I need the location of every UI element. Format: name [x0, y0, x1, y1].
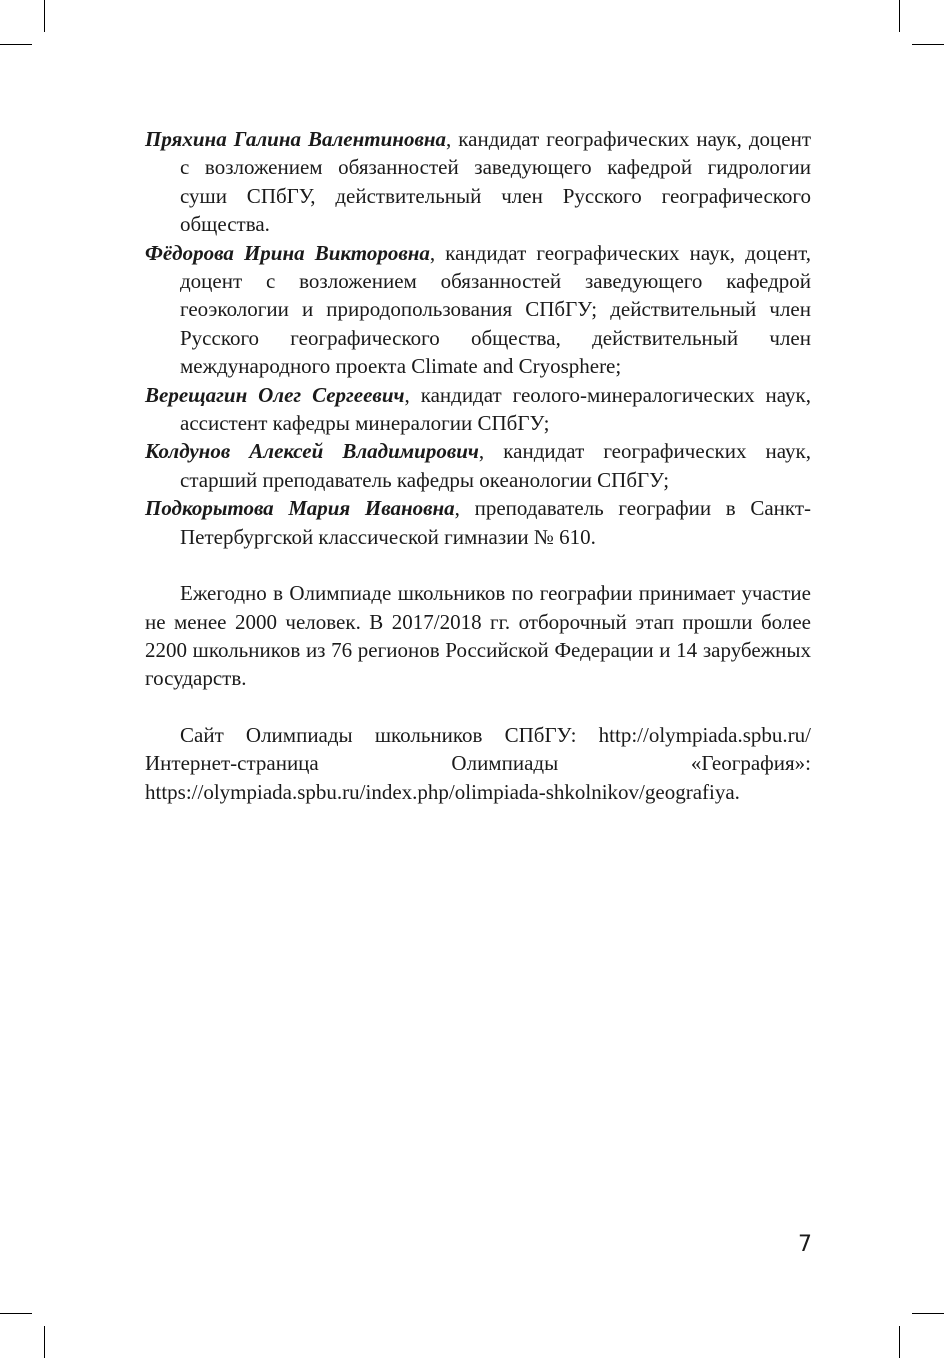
page-number: 7	[798, 1232, 812, 1257]
crop-mark-bottom-right-vertical	[899, 1326, 900, 1358]
crop-mark-top-left-vertical	[44, 0, 45, 32]
author-name: Верещагин Олег Сергеевич	[145, 382, 405, 407]
author-entry	[145, 125, 811, 239]
author-description: , кандидат геолого-минералогических наук, ассистент кафедры минералогии СПбГУ;	[180, 382, 812, 436]
links-paragraph	[145, 721, 811, 806]
page-link-line: Интернет-страница Олимпиады «География»: https://olympiada.spbu.ru/index.php/olimpiada-shkolnikov/geografiya.	[145, 751, 811, 804]
crop-mark-top-right-horizontal	[912, 44, 944, 45]
crop-mark-bottom-left-horizontal	[0, 1313, 32, 1314]
crop-mark-bottom-left-vertical	[44, 1326, 45, 1358]
author-name: Колдунов Алексей Владимирович	[145, 439, 479, 464]
crop-mark-top-right-vertical	[899, 0, 900, 32]
spacer	[145, 693, 811, 721]
author-entry	[145, 239, 811, 381]
page-body	[145, 125, 811, 806]
site-link-line: Сайт Олимпиады школьников СПбГУ: http://olympiada.spbu.ru/	[180, 722, 811, 747]
crop-mark-top-left-horizontal	[0, 44, 32, 45]
author-entry	[145, 381, 811, 438]
author-description: , кандидат географических наук, доцент, доцент с возложением обязанностей заведующего кафедрой геоэкологии и природопользования СПбГУ; действительный член Русского географического общества, действительный член международного проекта Climate and Cryosphere;	[180, 240, 811, 379]
author-name: Подкорытова Мария Ивановна	[145, 496, 455, 521]
author-description: , кандидат географических наук, старший преподаватель кафедры океанологии СПбГУ;	[180, 439, 811, 492]
author-entry	[145, 437, 811, 494]
author-entry	[145, 494, 811, 551]
author-description: , преподаватель географии в Санкт-Петербургской классической гимназии № 610.	[180, 496, 811, 549]
statistics-paragraph: Ежегодно в Олимпиаде школьников по географии принимает участие не менее 2000 человек. В 2017/2018 гг. отборочный этап прошли более 2200 школьников из 76 регионов Российской Федерации и 14 зарубежных государств.	[145, 581, 811, 691]
author-name: Фёдорова Ирина Викторовна	[145, 240, 430, 265]
author-description: , кандидат географических наук, доцент с возложением обязанностей заведующего кафедрой гидрологии суши СПбГУ, действительный член Русского географического общества.	[180, 127, 812, 237]
crop-mark-bottom-right-horizontal	[912, 1313, 944, 1314]
spacer	[145, 551, 811, 579]
author-name: Пряхина Галина Валентиновна	[145, 127, 446, 151]
